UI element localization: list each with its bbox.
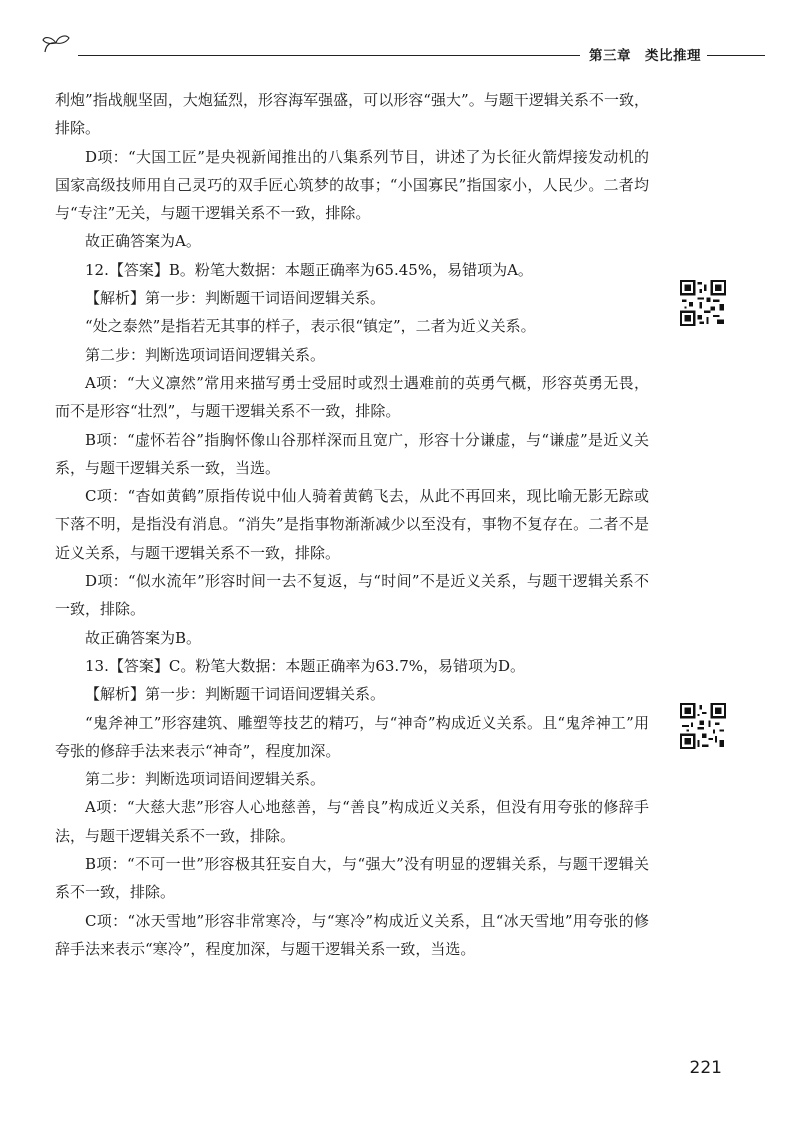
paragraph: 13.【答案】C。粉笔大数据：本题正确率为63.7%，易错项为D。	[85, 656, 526, 675]
qr-code-icon	[680, 280, 726, 326]
running-header	[40, 30, 765, 66]
paragraph: 第二步：判断选项词语间逻辑关系。	[85, 345, 326, 364]
paragraph: 利炮”指战舰坚固，大炮猛烈，形容海军强盛，可以形容“强大”。与题干逻辑关系不一致，排除。	[55, 91, 649, 138]
paragraph: 故正确答案为A。	[85, 232, 201, 251]
paragraph: D项：“大国工匠”是央视新闻推出的八集系列节目，讲述了为长征火箭焊接发动机的国家高级技师用自己灵巧的双手匠心筑梦的故事；“小国寡民”指国家小，人民少。二者均与“专注”无关，与题干逻辑关系不一致，排除。	[55, 147, 649, 223]
page-number: 221	[689, 1058, 722, 1078]
paragraph: D项：“似水流年”形容时间一去不复返，与“时间”不是近义关系，与题干逻辑关系不一致，排除。	[55, 572, 649, 619]
paragraph: 12.【答案】B。粉笔大数据：本题正确率为65.45%，易错项为A。	[85, 260, 533, 279]
paragraph: 【解析】第一步：判断题干词语间逻辑关系。	[85, 289, 386, 308]
paragraph: A项：“大义凛然”常用来描写勇士受屈时或烈士遇难前的英勇气概，形容英勇无畏，而不是形容“壮烈”，与题干逻辑关系不一致，排除。	[55, 373, 649, 421]
leaf-sprout-icon	[40, 32, 72, 56]
chapter-number: 第三章	[589, 48, 631, 64]
paragraph: 第二步：判断选项词语间逻辑关系。	[85, 770, 326, 789]
paragraph: 故正确答案为B。	[85, 628, 202, 647]
paragraph: “处之泰然”是指若无其事的样子，表示很“镇定”，二者为近义关系。	[85, 317, 536, 336]
qr-code-icon	[680, 703, 726, 749]
paragraph: C项：“冰天雪地”形容非常寒冷，与“寒冷”构成近义关系，且“冰天雪地”用夸张的修辞手法来表示“寒冷”，程度加深，与题干逻辑关系一致，当选。	[55, 911, 649, 958]
page-body	[55, 86, 649, 963]
section-title: 类比推理	[645, 48, 701, 64]
paragraph: C项：“杳如黄鹤”原指传说中仙人骑着黄鹤飞去，从此不再回来，现比喻无影无踪或下落不明，是指没有消息。“消失”是指事物渐渐减少以至没有，事物不复存在。二者不是近义关系，与题干逻辑关系不一致，排除。	[55, 487, 649, 562]
paragraph: “鬼斧神工”形容建筑、雕塑等技艺的精巧，与“神奇”构成近义关系。且“鬼斧神工”用夸张的修辞手法来表示“神奇”，程度加深。	[55, 713, 649, 760]
paragraph: 【解析】第一步：判断题干词语间逻辑关系。	[85, 685, 386, 704]
header-rule-right	[707, 55, 765, 56]
paragraph: A项：“大慈大悲”形容人心地慈善，与“善良”构成近义关系，但没有用夸张的修辞手法，与题干逻辑关系不一致，排除。	[55, 798, 649, 845]
chapter-title	[589, 44, 701, 64]
paragraph: B项：“虚怀若谷”指胸怀像山谷那样深而且宽广，形容十分谦虚，与“谦虚”是近义关系，与题干逻辑关系一致，当选。	[55, 430, 649, 477]
header-rule-left	[78, 55, 580, 56]
paragraph: B项：“不可一世”形容极其狂妄自大，与“强大”没有明显的逻辑关系，与题干逻辑关系不一致，排除。	[55, 855, 649, 902]
